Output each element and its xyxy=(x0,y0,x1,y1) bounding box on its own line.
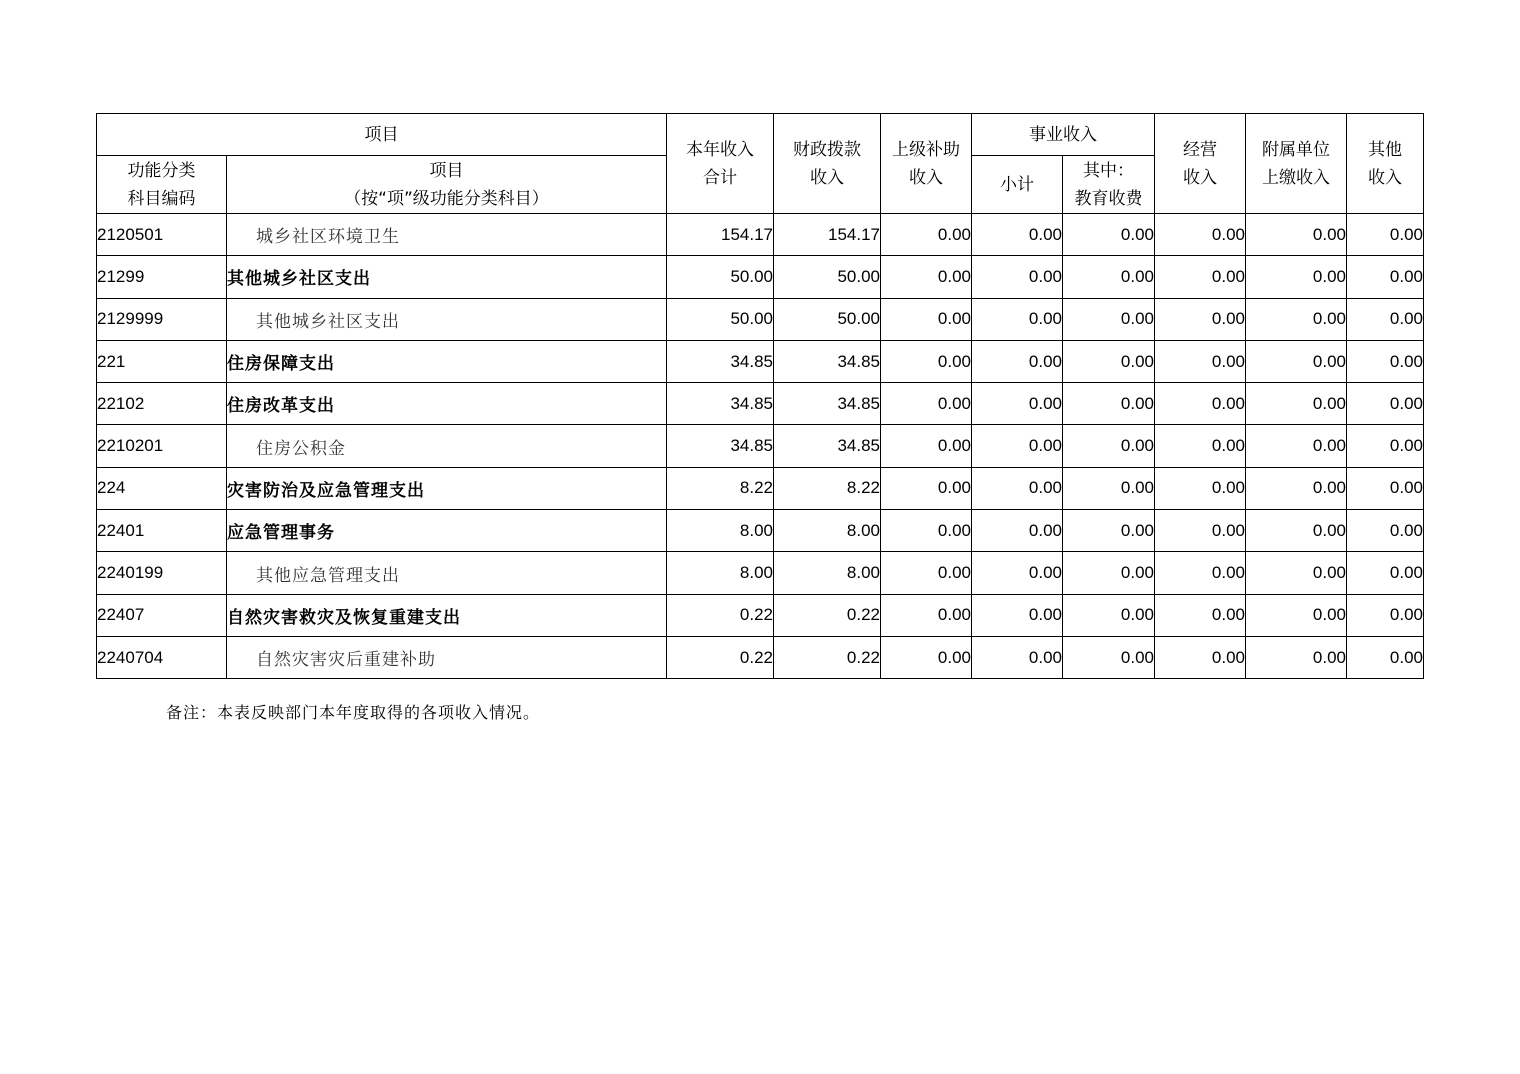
cell-affiliated: 0.00 xyxy=(1246,552,1347,594)
income-table xyxy=(96,113,1424,679)
cell-total: 0.22 xyxy=(667,636,774,678)
cell-affiliated: 0.00 xyxy=(1246,636,1347,678)
cell-operating: 0.00 xyxy=(1155,298,1246,340)
cell-upper: 0.00 xyxy=(881,256,972,298)
cell-business-edu: 0.00 xyxy=(1063,552,1155,594)
cell-fiscal: 50.00 xyxy=(774,298,881,340)
cell-other: 0.00 xyxy=(1347,340,1424,382)
cell-item-name: 住房保障支出 xyxy=(227,340,667,382)
cell-fiscal: 154.17 xyxy=(774,214,881,256)
cell-operating: 0.00 xyxy=(1155,383,1246,425)
cell-affiliated: 0.00 xyxy=(1246,467,1347,509)
header-total xyxy=(667,114,774,214)
cell-other: 0.00 xyxy=(1347,298,1424,340)
cell-other: 0.00 xyxy=(1347,467,1424,509)
header-func-code-line2: 科目编码 xyxy=(127,188,196,209)
cell-business-subtotal: 0.00 xyxy=(972,214,1063,256)
header-business-edu-line2: 教育收费 xyxy=(1074,188,1143,209)
cell-business-edu: 0.00 xyxy=(1063,256,1155,298)
header-business-edu-line1: 其中： xyxy=(1083,160,1134,181)
table-note: 备注：本表反映部门本年度取得的各项收入情况。 xyxy=(166,703,541,722)
table-row xyxy=(97,298,1424,340)
header-operating-line1: 经营 xyxy=(1183,139,1217,160)
cell-item-name: 应急管理事务 xyxy=(227,510,667,552)
cell-code: 21299 xyxy=(97,256,227,298)
cell-upper: 0.00 xyxy=(881,340,972,382)
cell-business-edu: 0.00 xyxy=(1063,298,1155,340)
cell-upper: 0.00 xyxy=(881,467,972,509)
cell-operating: 0.00 xyxy=(1155,214,1246,256)
table-row xyxy=(97,552,1424,594)
cell-affiliated: 0.00 xyxy=(1246,340,1347,382)
cell-item-name: 自然灾害救灾及恢复重建支出 xyxy=(227,594,667,636)
table-row xyxy=(97,214,1424,256)
cell-upper: 0.00 xyxy=(881,383,972,425)
table-row xyxy=(97,256,1424,298)
cell-business-subtotal: 0.00 xyxy=(972,552,1063,594)
cell-item-name: 灾害防治及应急管理支出 xyxy=(227,467,667,509)
header-func-code xyxy=(97,156,227,214)
cell-total: 8.00 xyxy=(667,510,774,552)
table-row xyxy=(97,340,1424,382)
cell-affiliated: 0.00 xyxy=(1246,594,1347,636)
cell-fiscal: 34.85 xyxy=(774,340,881,382)
table-row xyxy=(97,636,1424,678)
header-other-line1: 其他 xyxy=(1368,139,1402,160)
cell-business-subtotal: 0.00 xyxy=(972,256,1063,298)
cell-fiscal: 0.22 xyxy=(774,636,881,678)
cell-other: 0.00 xyxy=(1347,594,1424,636)
cell-code: 22102 xyxy=(97,383,227,425)
header-item-line2: （按“项”级功能分类科目） xyxy=(344,188,549,209)
cell-business-subtotal: 0.00 xyxy=(972,383,1063,425)
cell-business-edu: 0.00 xyxy=(1063,383,1155,425)
cell-total: 0.22 xyxy=(667,594,774,636)
header-affiliated-line1: 附属单位 xyxy=(1262,139,1330,160)
cell-affiliated: 0.00 xyxy=(1246,383,1347,425)
table-row xyxy=(97,425,1424,467)
header-business-subtotal: 小计 xyxy=(972,156,1063,214)
header-item-line1: 项目 xyxy=(429,160,464,181)
header-affiliated-line2: 上缴收入 xyxy=(1262,167,1330,188)
cell-upper: 0.00 xyxy=(881,552,972,594)
header-row-1 xyxy=(97,114,1424,156)
cell-code: 2129999 xyxy=(97,298,227,340)
cell-upper: 0.00 xyxy=(881,214,972,256)
cell-other: 0.00 xyxy=(1347,214,1424,256)
cell-code: 2120501 xyxy=(97,214,227,256)
header-upper xyxy=(881,114,972,214)
cell-total: 34.85 xyxy=(667,340,774,382)
cell-item-name: 住房改革支出 xyxy=(227,383,667,425)
table-body xyxy=(97,214,1424,679)
header-total-line1: 本年收入 xyxy=(686,139,754,160)
cell-operating: 0.00 xyxy=(1155,256,1246,298)
cell-operating: 0.00 xyxy=(1155,425,1246,467)
cell-affiliated: 0.00 xyxy=(1246,298,1347,340)
cell-affiliated: 0.00 xyxy=(1246,425,1347,467)
cell-business-subtotal: 0.00 xyxy=(972,298,1063,340)
cell-fiscal: 0.22 xyxy=(774,594,881,636)
cell-code: 2240199 xyxy=(97,552,227,594)
cell-business-subtotal: 0.00 xyxy=(972,594,1063,636)
table-row xyxy=(97,467,1424,509)
cell-item-name: 其他城乡社区支出 xyxy=(227,256,667,298)
header-fiscal-line2: 收入 xyxy=(810,167,844,188)
cell-total: 154.17 xyxy=(667,214,774,256)
header-other-line2: 收入 xyxy=(1368,167,1402,188)
header-item xyxy=(227,156,667,214)
cell-business-subtotal: 0.00 xyxy=(972,425,1063,467)
cell-operating: 0.00 xyxy=(1155,636,1246,678)
header-affiliated xyxy=(1246,114,1347,214)
header-total-line2: 合计 xyxy=(703,167,737,188)
table-row xyxy=(97,510,1424,552)
cell-total: 8.22 xyxy=(667,467,774,509)
cell-item-name: 自然灾害灾后重建补助 xyxy=(227,636,667,678)
cell-other: 0.00 xyxy=(1347,256,1424,298)
cell-affiliated: 0.00 xyxy=(1246,256,1347,298)
cell-operating: 0.00 xyxy=(1155,340,1246,382)
cell-code: 221 xyxy=(97,340,227,382)
cell-total: 50.00 xyxy=(667,256,774,298)
cell-business-edu: 0.00 xyxy=(1063,340,1155,382)
cell-business-subtotal: 0.00 xyxy=(972,636,1063,678)
cell-fiscal: 34.85 xyxy=(774,383,881,425)
table-row xyxy=(97,383,1424,425)
cell-code: 22401 xyxy=(97,510,227,552)
cell-upper: 0.00 xyxy=(881,425,972,467)
cell-operating: 0.00 xyxy=(1155,467,1246,509)
cell-operating: 0.00 xyxy=(1155,594,1246,636)
header-upper-line2: 收入 xyxy=(909,167,943,188)
cell-affiliated: 0.00 xyxy=(1246,510,1347,552)
cell-total: 50.00 xyxy=(667,298,774,340)
cell-operating: 0.00 xyxy=(1155,510,1246,552)
cell-fiscal: 8.00 xyxy=(774,510,881,552)
cell-total: 34.85 xyxy=(667,425,774,467)
cell-fiscal: 50.00 xyxy=(774,256,881,298)
cell-business-edu: 0.00 xyxy=(1063,425,1155,467)
cell-business-edu: 0.00 xyxy=(1063,467,1155,509)
header-func-code-line1: 功能分类 xyxy=(127,160,196,181)
cell-code: 2210201 xyxy=(97,425,227,467)
cell-other: 0.00 xyxy=(1347,383,1424,425)
cell-item-name: 住房公积金 xyxy=(227,425,667,467)
table-header xyxy=(97,114,1424,214)
header-operating xyxy=(1155,114,1246,214)
cell-fiscal: 8.00 xyxy=(774,552,881,594)
cell-fiscal: 8.22 xyxy=(774,467,881,509)
cell-upper: 0.00 xyxy=(881,510,972,552)
table-row xyxy=(97,594,1424,636)
header-upper-line1: 上级补助 xyxy=(892,139,960,160)
cell-operating: 0.00 xyxy=(1155,552,1246,594)
cell-total: 34.85 xyxy=(667,383,774,425)
cell-other: 0.00 xyxy=(1347,510,1424,552)
cell-other: 0.00 xyxy=(1347,552,1424,594)
cell-business-edu: 0.00 xyxy=(1063,214,1155,256)
cell-item-name: 其他城乡社区支出 xyxy=(227,298,667,340)
cell-other: 0.00 xyxy=(1347,425,1424,467)
cell-business-edu: 0.00 xyxy=(1063,594,1155,636)
cell-business-subtotal: 0.00 xyxy=(972,467,1063,509)
cell-code: 2240704 xyxy=(97,636,227,678)
header-fiscal-line1: 财政拨款 xyxy=(793,139,861,160)
cell-total: 8.00 xyxy=(667,552,774,594)
cell-item-name: 其他应急管理支出 xyxy=(227,552,667,594)
cell-business-edu: 0.00 xyxy=(1063,510,1155,552)
header-business-edu xyxy=(1063,156,1155,214)
header-other xyxy=(1347,114,1424,214)
cell-code: 22407 xyxy=(97,594,227,636)
cell-other: 0.00 xyxy=(1347,636,1424,678)
cell-business-subtotal: 0.00 xyxy=(972,340,1063,382)
cell-upper: 0.00 xyxy=(881,636,972,678)
header-business-group: 事业收入 xyxy=(972,114,1155,156)
cell-business-edu: 0.00 xyxy=(1063,636,1155,678)
header-project-group: 项目 xyxy=(97,114,667,156)
header-operating-line2: 收入 xyxy=(1183,167,1217,188)
cell-item-name: 城乡社区环境卫生 xyxy=(227,214,667,256)
cell-business-subtotal: 0.00 xyxy=(972,510,1063,552)
cell-upper: 0.00 xyxy=(881,298,972,340)
cell-code: 224 xyxy=(97,467,227,509)
cell-fiscal: 34.85 xyxy=(774,425,881,467)
header-fiscal xyxy=(774,114,881,214)
cell-upper: 0.00 xyxy=(881,594,972,636)
cell-affiliated: 0.00 xyxy=(1246,214,1347,256)
